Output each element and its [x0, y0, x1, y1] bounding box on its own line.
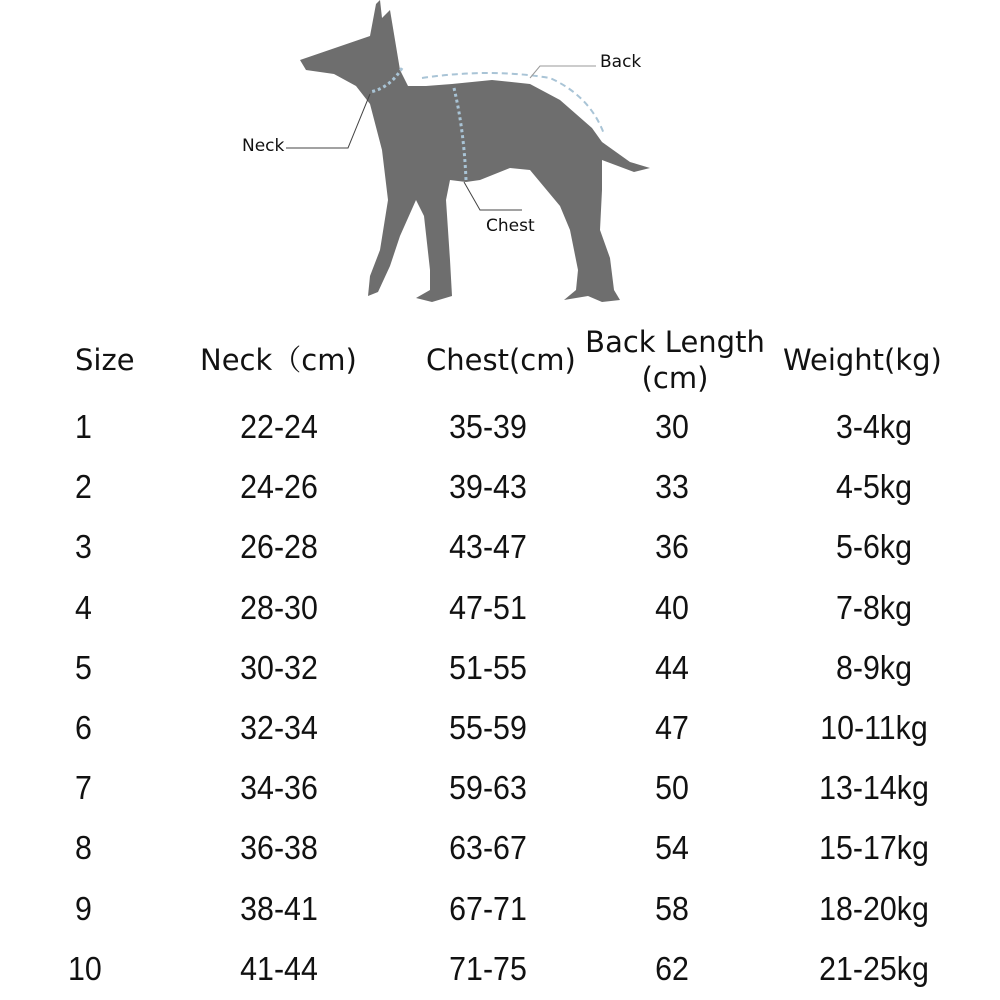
back-length-cell: 36 [655, 528, 689, 566]
chest-cell: 47-51 [449, 588, 527, 626]
header-back-unit: (cm) [641, 361, 709, 395]
neck-cell: 32-34 [240, 709, 318, 746]
size-cell: 5 [75, 648, 92, 686]
weight-cell: 21-25kg [819, 949, 929, 987]
back-length-cell: 44 [655, 648, 689, 686]
header-chest: Chest(cm) [426, 343, 576, 377]
chest-cell: 59-63 [449, 769, 527, 807]
chest-label: Chest [486, 216, 535, 236]
back-label: Back [600, 52, 642, 72]
header-weight: Weight(kg) [783, 343, 942, 377]
weight-cell: 15-17kg [819, 829, 929, 867]
chest-cell: 71-75 [449, 949, 527, 987]
dog-silhouette-icon [230, 0, 670, 310]
back-length-cell: 30 [655, 408, 689, 445]
back-length-cell: 33 [655, 468, 689, 506]
chest-cell: 67-71 [449, 889, 527, 927]
chest-cell: 55-59 [449, 709, 527, 746]
weight-cell: 4-5kg [836, 468, 912, 506]
dog-measurement-diagram [230, 0, 670, 310]
neck-cell: 36-38 [240, 829, 318, 867]
header-size: Size [75, 343, 135, 377]
size-cell: 8 [75, 829, 92, 867]
neck-cell: 26-28 [240, 528, 318, 566]
neck-cell: 34-36 [240, 769, 318, 807]
back-length-cell: 50 [655, 769, 689, 807]
chest-cell: 63-67 [449, 829, 527, 867]
size-cell: 9 [75, 889, 92, 927]
weight-cell: 5-6kg [836, 528, 912, 566]
size-cell: 3 [75, 528, 92, 566]
weight-cell: 18-20kg [819, 889, 929, 927]
chest-cell: 39-43 [449, 468, 527, 506]
neck-cell: 38-41 [240, 889, 318, 927]
neck-label: Neck [242, 136, 285, 156]
weight-cell: 8-9kg [836, 648, 912, 686]
weight-cell: 3-4kg [836, 408, 912, 445]
size-cell: 10 [68, 949, 102, 987]
neck-cell: 30-32 [240, 648, 318, 686]
back-length-cell: 40 [655, 588, 689, 626]
size-cell: 7 [75, 769, 92, 807]
chest-cell: 43-47 [449, 528, 527, 566]
size-cell: 4 [75, 588, 92, 626]
weight-cell: 10-11kg [820, 709, 928, 746]
size-cell: 1 [75, 408, 92, 445]
header-back-length: Back Length [585, 325, 765, 359]
neck-cell: 24-26 [240, 468, 318, 506]
back-length-cell: 47 [655, 709, 689, 746]
weight-cell: 7-8kg [836, 588, 912, 626]
back-length-cell: 54 [655, 829, 689, 867]
size-cell: 6 [75, 709, 92, 746]
size-cell: 2 [75, 468, 92, 506]
neck-cell: 22-24 [240, 408, 318, 445]
back-length-cell: 62 [655, 949, 689, 987]
header-neck: Neck（cm) [200, 343, 357, 377]
neck-cell: 28-30 [240, 588, 318, 626]
chest-cell: 51-55 [449, 648, 527, 686]
neck-cell: 41-44 [240, 949, 318, 987]
weight-cell: 13-14kg [819, 769, 929, 807]
back-length-cell: 58 [655, 889, 689, 927]
chest-cell: 35-39 [449, 408, 527, 445]
